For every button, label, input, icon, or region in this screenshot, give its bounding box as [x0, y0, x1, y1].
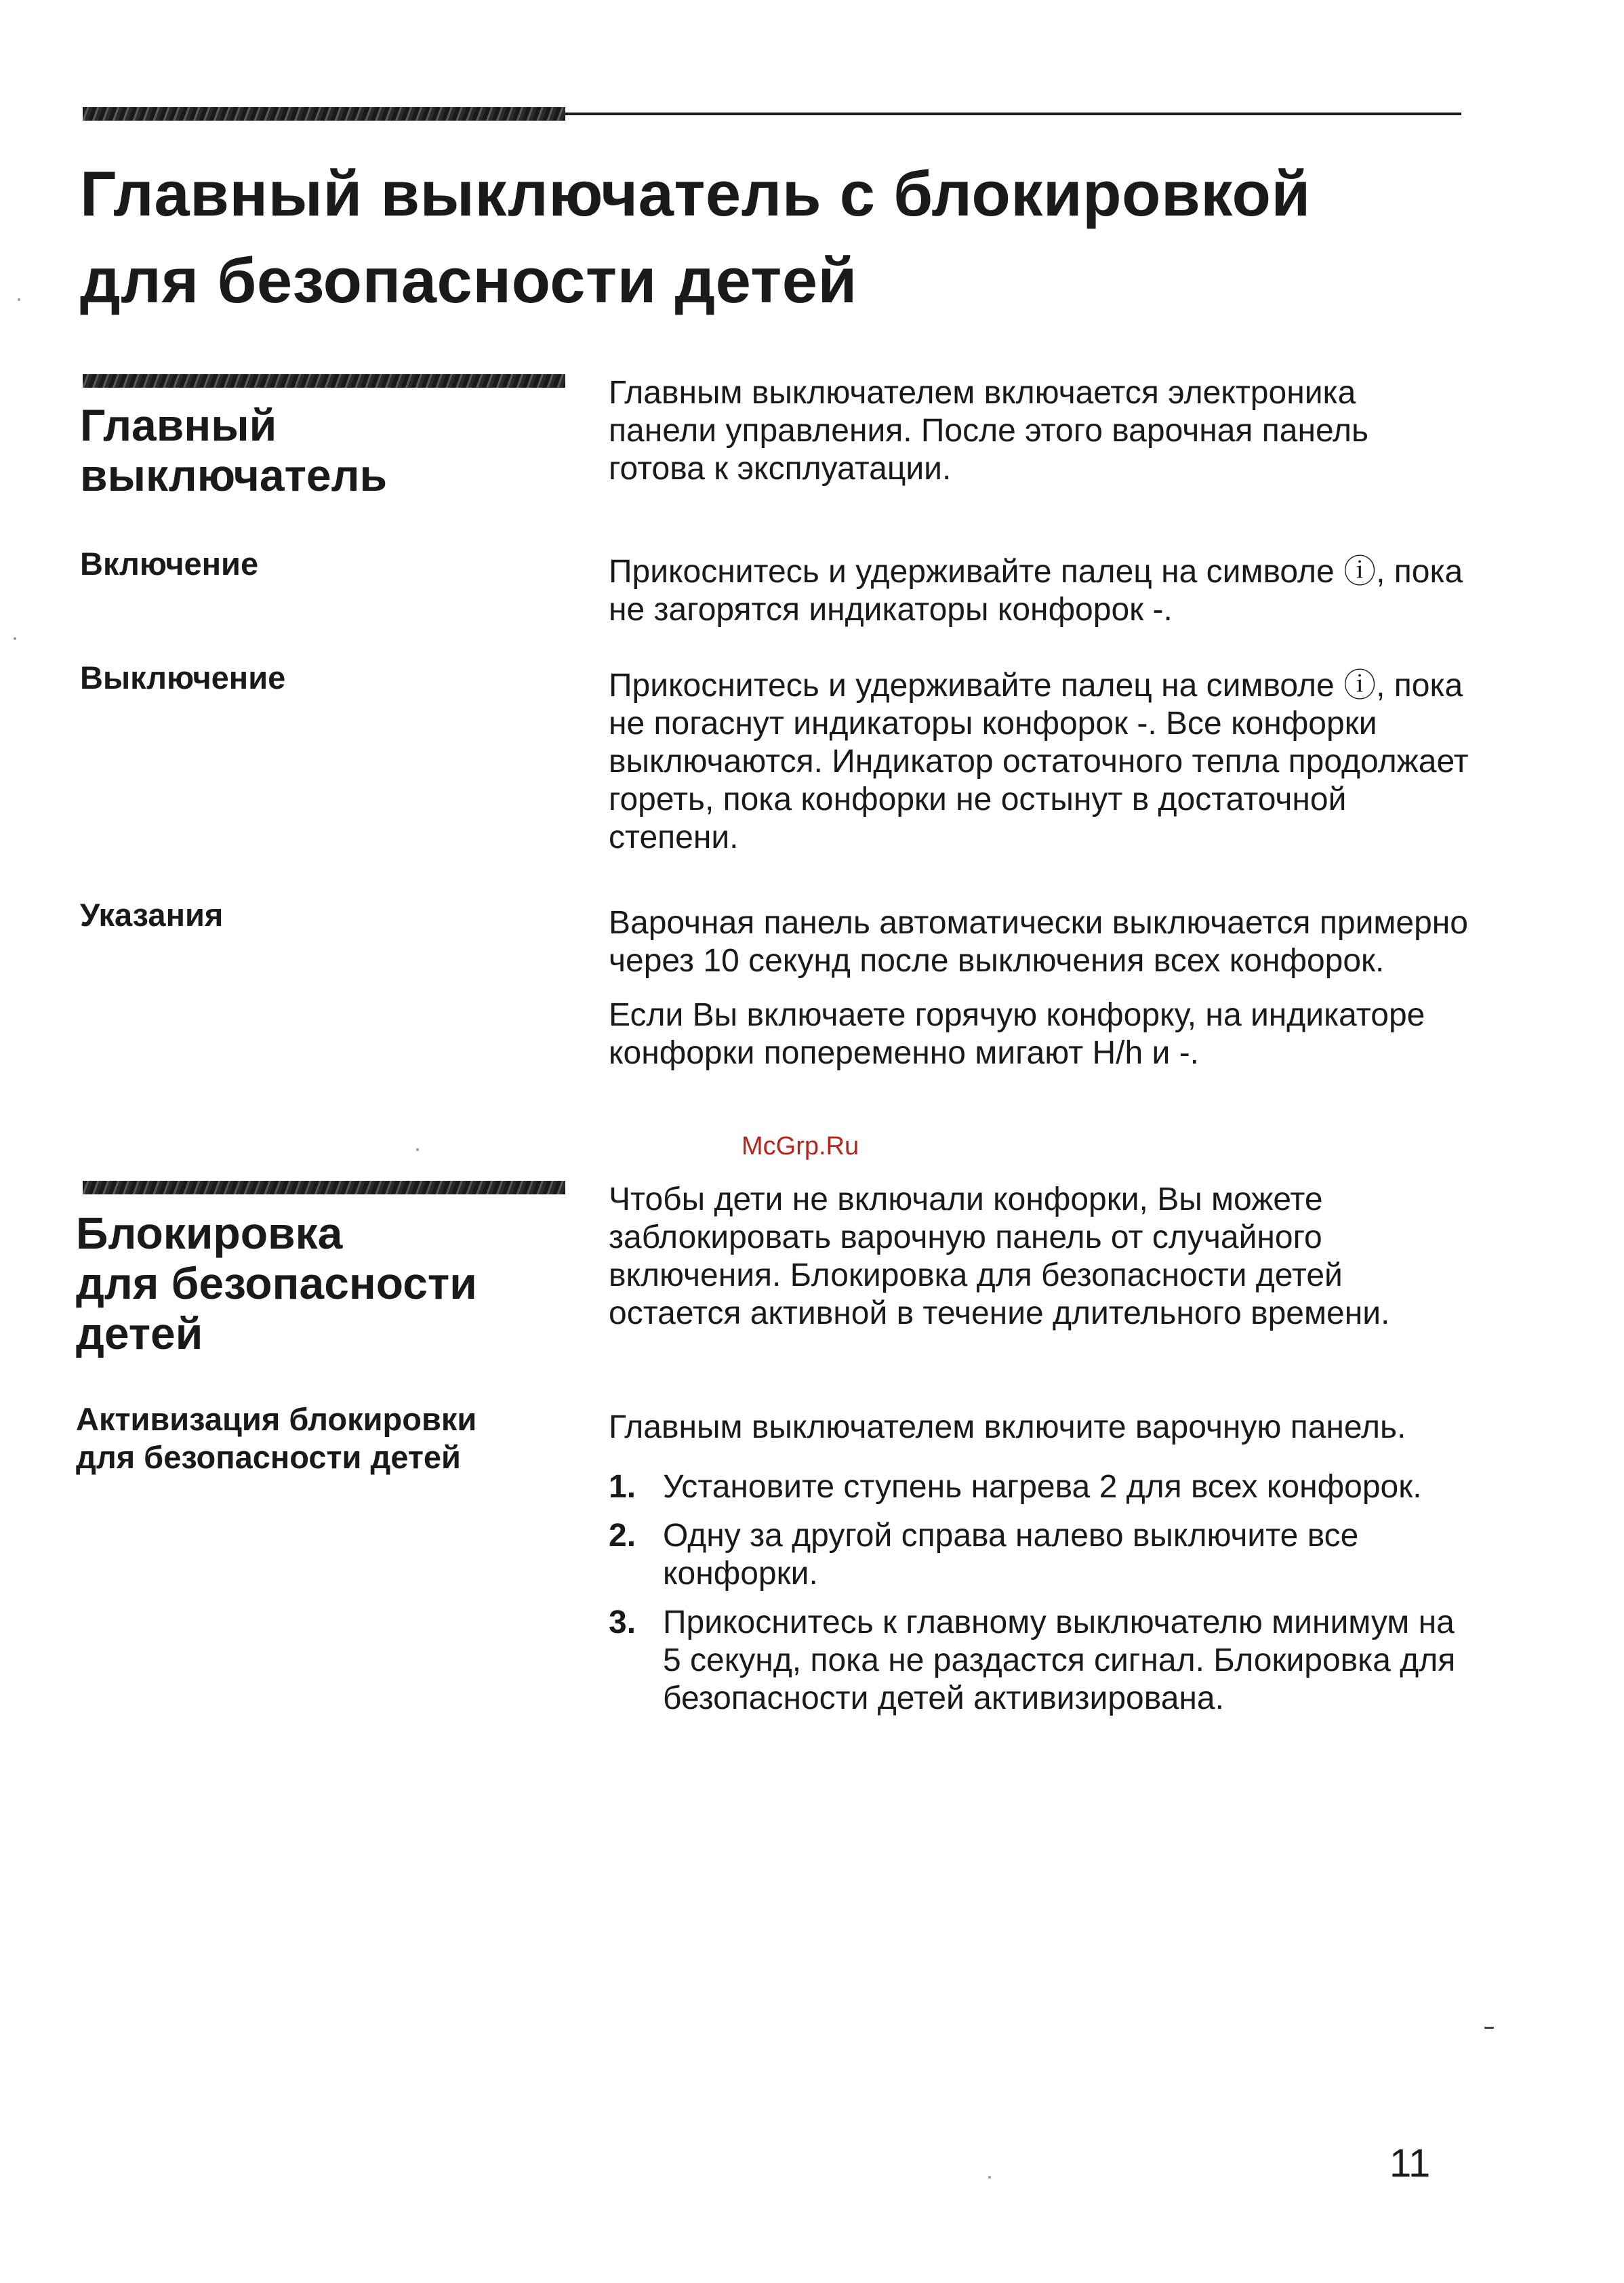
on-text: Прикоснитесь и удерживайте палец на символе ⓘ, пока не загорятся индикаторы конфорок -.	[609, 554, 1463, 628]
top-rule-bar	[83, 107, 565, 121]
off-text: Прикоснитесь и удерживайте палец на символе ⓘ, пока не погаснут индикаторы конфорок -. Все конфорки выключаются. Индикатор остаточного тепла продолжает гореть, пока конфорки не остынут в достаточной степени.	[609, 668, 1469, 855]
section-1-intro	[609, 374, 1469, 488]
scan-speck	[18, 298, 20, 301]
watermark: McGrp.Ru	[742, 1132, 859, 1160]
notes-label: Указания	[80, 897, 224, 933]
section-2-intro	[609, 1181, 1469, 1333]
steps-list	[609, 1468, 1469, 1718]
list-item	[609, 1468, 1469, 1506]
scan-speck	[988, 2176, 991, 2179]
list-item	[609, 1517, 1469, 1593]
step-text: Установите ступень нагрева 2 для всех конфорок.	[663, 1469, 1422, 1505]
notes-block	[609, 904, 1469, 1072]
scan-speck	[14, 637, 16, 640]
list-item	[609, 1604, 1469, 1718]
activate-text: Главным выключателем включите варочную панель.	[609, 1409, 1406, 1445]
activate-label	[76, 1400, 591, 1476]
on-label: Включение	[80, 546, 259, 582]
off-text-block	[609, 667, 1469, 857]
step-number: 3.	[609, 1604, 636, 1640]
section-1-bar	[83, 374, 565, 388]
top-rule-line	[565, 113, 1461, 115]
section-1-heading-line-1: Главный	[80, 400, 277, 450]
on-text-block	[609, 553, 1469, 629]
step-text: Прикоснитесь к главному выключателю минимум на 5 секунд, пока не раздастся сигнал. Блокировка для безопасности детей активизирована.	[663, 1604, 1456, 1716]
page-number: 11	[1389, 2141, 1431, 2185]
section-2-intro-text: Чтобы дети не включали конфорки, Вы можете заблокировать варочную панель от случайного включения. Блокировка для безопасности детей остается активной в течение длительного времени.	[609, 1181, 1390, 1331]
section-1-intro-text: Главным выключателем включается электроника панели управления. После этого варочная панель готова к эксплуатации.	[609, 375, 1369, 487]
scan-speck	[1484, 2027, 1494, 2029]
activate-label-line-1: Активизация блокировки	[76, 1401, 477, 1437]
section-1-heading-line-2: выключатель	[80, 450, 388, 500]
activate-block	[609, 1409, 1469, 1718]
step-text: Одну за другой справа налево выключите все конфорки.	[663, 1518, 1359, 1592]
section-2-heading-line-2: для безопасности	[76, 1258, 477, 1308]
step-number: 1.	[609, 1469, 636, 1505]
step-number: 2.	[609, 1518, 636, 1554]
section-2-heading-line-1: Блокировка	[76, 1208, 343, 1258]
page-title-line-2: для безопасности детей	[80, 245, 857, 316]
section-1-heading	[80, 400, 568, 500]
activate-label-line-2: для безопасности детей	[76, 1439, 461, 1475]
section-2-heading-line-3: детей	[76, 1308, 203, 1358]
scan-speck	[416, 1148, 419, 1151]
off-label: Выключение	[80, 660, 286, 695]
page-title	[80, 150, 1503, 324]
notes-text-1: Варочная панель автоматически выключается примерно через 10 секунд после выключения всех конфорок.	[609, 905, 1468, 979]
section-2-heading	[76, 1208, 577, 1358]
section-2-bar	[83, 1181, 565, 1194]
page-title-line-1: Главный выключатель с блокировкой	[80, 158, 1311, 229]
notes-text-2: Если Вы включаете горячую конфорку, на индикаторе конфорки попеременно мигают H/h и -.	[609, 997, 1425, 1071]
